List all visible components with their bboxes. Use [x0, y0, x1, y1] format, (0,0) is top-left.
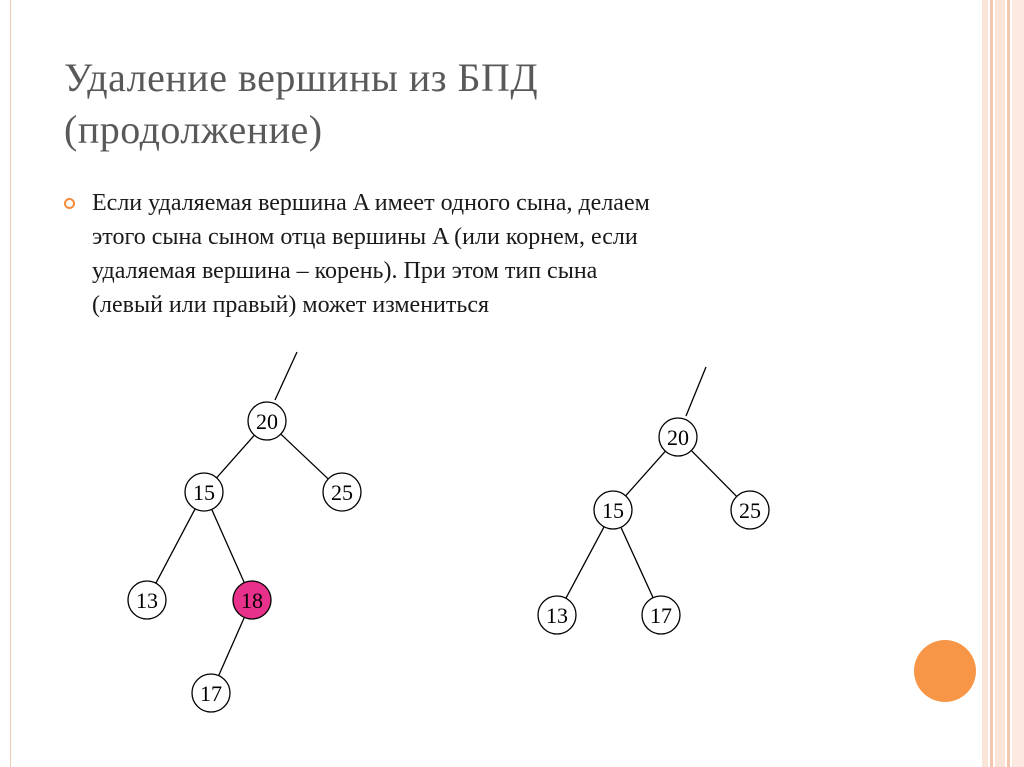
node-label: 17: [200, 681, 222, 706]
bullet-line-2: этого сына сыном отца вершины A (или корнем, если: [92, 224, 638, 250]
tree-edge: [219, 617, 245, 675]
tree-node: [248, 402, 286, 440]
tree-node: [233, 581, 271, 619]
title-line-2: (продолжение): [64, 107, 323, 152]
tree-node: [659, 418, 697, 456]
tree-node: [128, 581, 166, 619]
bullet-line-3: удаляемая вершина – корень). При этом тип сына: [92, 258, 598, 284]
tree-node: [594, 491, 632, 529]
tree-before-deletion: [128, 352, 361, 712]
node-label: 25: [331, 480, 353, 505]
node-label: 25: [739, 498, 761, 523]
tree-edge: [212, 509, 245, 582]
tree-node: [323, 473, 361, 511]
tree-edge: [626, 451, 666, 496]
bullet-line-4: (левый или правый) может измениться: [92, 292, 490, 318]
node-label: 15: [193, 480, 215, 505]
tree-node: [185, 473, 223, 511]
bullet-line-1: Если удаляемая вершина A имеет одного сына, делаем: [92, 190, 650, 216]
parent-edge: [275, 352, 297, 400]
node-label: 18: [241, 588, 263, 613]
decorative-orange-circle: [914, 640, 976, 702]
tree-node: [192, 674, 230, 712]
tree-node: [538, 596, 576, 634]
tree-node: [642, 596, 680, 634]
tree-edge: [691, 451, 736, 497]
title-line-1: Удаление вершины из БПД: [64, 55, 539, 100]
tree-edge: [156, 509, 195, 583]
tree-edge: [217, 435, 255, 478]
node-label: 13: [546, 603, 568, 628]
tree-after-deletion: [538, 367, 769, 634]
node-label: 20: [256, 409, 278, 434]
tree-node: [731, 491, 769, 529]
tree-edge: [281, 434, 328, 479]
node-label: 13: [136, 588, 158, 613]
node-label: 15: [602, 498, 624, 523]
tree-edge: [566, 527, 604, 598]
node-label: 20: [667, 425, 689, 450]
node-label: 17: [650, 603, 672, 628]
parent-edge: [686, 367, 706, 416]
tree-edge: [621, 527, 653, 597]
